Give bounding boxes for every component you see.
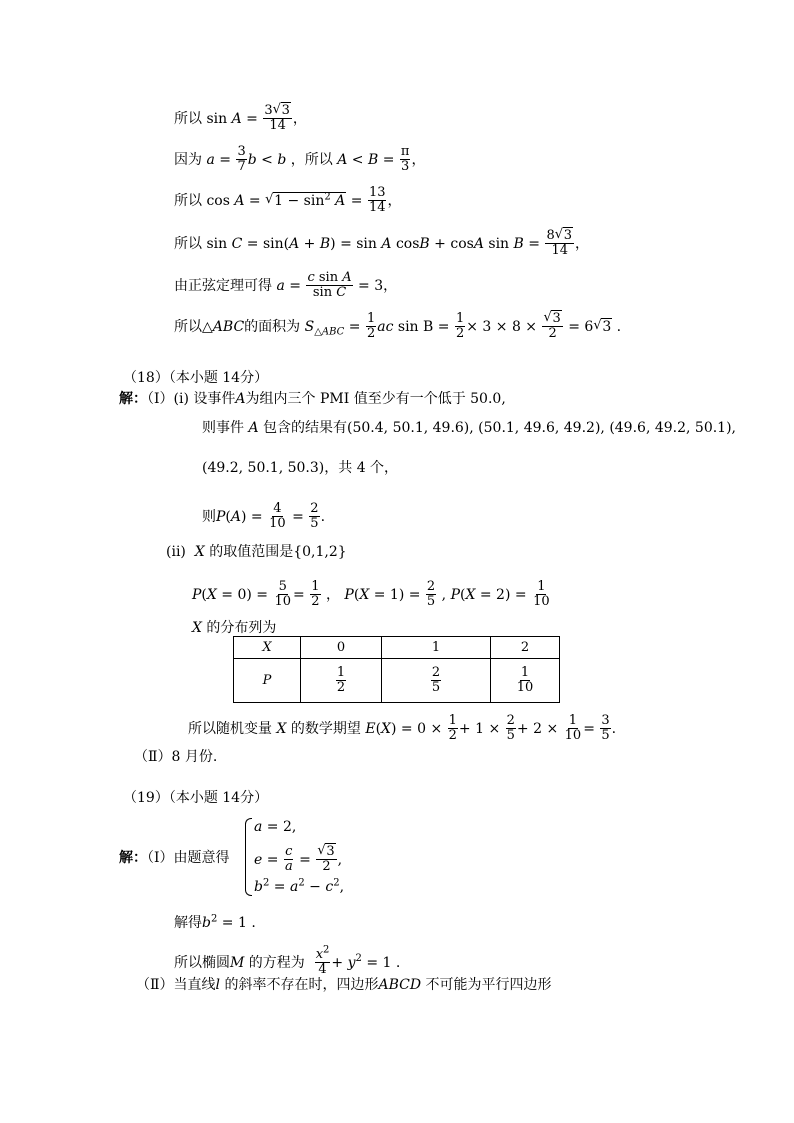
fraction: $\frac{2}{5}$ xyxy=(310,501,319,532)
line-area: 所以△ABC的面积为 $S_{\triangle ABC}$ = $\frac{1}{2}$ ac sin B = $\frac{1}{2}$ × 3 × 8 × √ $\frac{3}{2}$ = 6√ 3 . xyxy=(174,312,621,342)
fraction: $\frac{1}{10}$ xyxy=(564,713,582,744)
table-row xyxy=(234,637,560,659)
fraction: √ $\frac{3}{2}$ xyxy=(542,312,562,342)
q18-header: （18）（本小题 14分） xyxy=(123,370,269,386)
fraction: $\frac{\pi}{3}$ xyxy=(400,144,410,175)
fraction: $\frac{1}{2}$ xyxy=(448,713,457,744)
line-cosA: 所以 cos A = √ $1 - \sin^2 A$ = $\frac{13}{14}$ ， xyxy=(174,186,401,216)
fraction: $\frac{x^2}{4}$ xyxy=(315,944,330,978)
fraction: $\frac{c}{a}$ xyxy=(284,844,293,875)
distribution-table xyxy=(233,636,560,703)
fraction: $\frac{1}{2}$ xyxy=(366,311,376,342)
table-cell: $\frac{2}{5}$ xyxy=(382,659,491,703)
q18-ii: (ii) X 的取值范围是{0,1,2} xyxy=(166,544,347,560)
line-sinA: 所以 sin A = $\frac{3√ 3}{14}$ ， xyxy=(174,104,307,134)
q19-part2: （Ⅱ）当直线l 的斜率不存在时，四边形ABCD 不可能为平行四边形 xyxy=(136,977,552,993)
table-cell: 2 xyxy=(491,637,560,659)
fraction: √ $\frac{3}{2}$ xyxy=(316,845,336,875)
fraction: $\frac{13}{14}$ xyxy=(368,185,386,216)
system-brace xyxy=(245,818,252,896)
q18-part1: 解：（Ⅰ）(i) 设事件A为组内三个 PMI 值至少有一个低于 50.0, xyxy=(119,391,506,407)
fraction: $\frac{3√ 3}{14}$ xyxy=(263,104,292,134)
system-eq2: e = $\frac{c}{a}$ = √ $\frac{3}{2}$ , xyxy=(254,845,342,875)
q19-ellipse: 所以椭圆M 的方程为 $\frac{x^2}{4}$ + $y^2 = 1$ . xyxy=(174,944,401,978)
q18-probs-X: P(X = 0) = $\frac{5}{10}$ = $\frac{1}{2}$ ， P(X = 1) = $\frac{2}{5}$ , P(X = 2) = $\frac{1}{10}$ xyxy=(192,579,550,610)
table-cell: $\frac{1}{10}$ xyxy=(491,659,560,703)
table-cell: 1 xyxy=(382,637,491,659)
fraction: $\frac{5}{10}$ xyxy=(274,579,292,610)
fraction: $\frac{1}{2}$ xyxy=(311,579,320,610)
fraction: $\frac{2}{5}$ xyxy=(426,579,436,610)
q18-outcomes-last: (49.2, 50.1, 50.3)，共 4 个， xyxy=(202,460,399,476)
q18-expectation: 所以随机变量 X 的数学期望 E(X) = 0 × $\frac{1}{2}$ + 1 × $\frac{2}{5}$ + 2 × $\frac{1}{10}$ = $\frac{3}{5}$ . xyxy=(188,713,617,744)
q19-header: （19）（本小题 14分） xyxy=(123,790,269,806)
line-sinC: 所以 sin C = sin(A + B) = sin A cosB + cosA sin B = $\frac{8√ 3}{14}$ ， xyxy=(174,229,589,259)
table-cell: 0 xyxy=(301,637,382,659)
q18-dist-label: X 的分布列为 xyxy=(192,620,277,636)
fraction: $\frac{1}{10}$ xyxy=(533,579,550,610)
q19-part1: 解：（Ⅰ）由题意得 xyxy=(119,850,230,866)
fraction: $\frac{3}{7}$ xyxy=(237,144,246,175)
q18-prob-A: 则P(A) = $\frac{4}{10}$ = $\frac{2}{5}$ . xyxy=(202,501,326,532)
system-eq1: a = 2, xyxy=(254,819,297,835)
system-eq3: $b^2 = a^2 - c^2$, xyxy=(254,877,345,895)
table-cell: $\frac{1}{2}$ xyxy=(301,659,382,703)
q18-part2: （Ⅱ）8 月份. xyxy=(134,749,218,765)
q19-solve: 解得$b^2 = 1$ . xyxy=(174,913,256,931)
fraction: $\frac{1}{2}$ xyxy=(455,311,465,342)
fraction: $\frac{3}{5}$ xyxy=(601,713,610,744)
fraction: $\frac{2}{5}$ xyxy=(506,713,515,744)
fraction: $\frac{\text{c sin A}}{\text{sin C}}$ xyxy=(307,270,352,301)
table-row xyxy=(234,659,560,703)
q18-outcomes: 则事件 A 包含的结果有(50.4, 50.1, 49.6), (50.1, 49.6, 49.2), (49.6, 49.2, 50.1), xyxy=(202,420,737,436)
line-sine-law: 由正弦定理可得 a = $\frac{\text{c sin A}}{\text{sin C}}$ = 3， xyxy=(174,270,398,301)
table-cell: P xyxy=(234,659,301,703)
line-because: 因为 a = $\frac{3}{7}$ b < b ，所以 A < B = $\frac{\pi}{3}$ ， xyxy=(174,144,426,175)
table-cell: X xyxy=(234,637,301,659)
fraction: $\frac{8√ 3}{14}$ xyxy=(545,229,574,259)
fraction: $\frac{4}{10}$ xyxy=(269,501,286,532)
